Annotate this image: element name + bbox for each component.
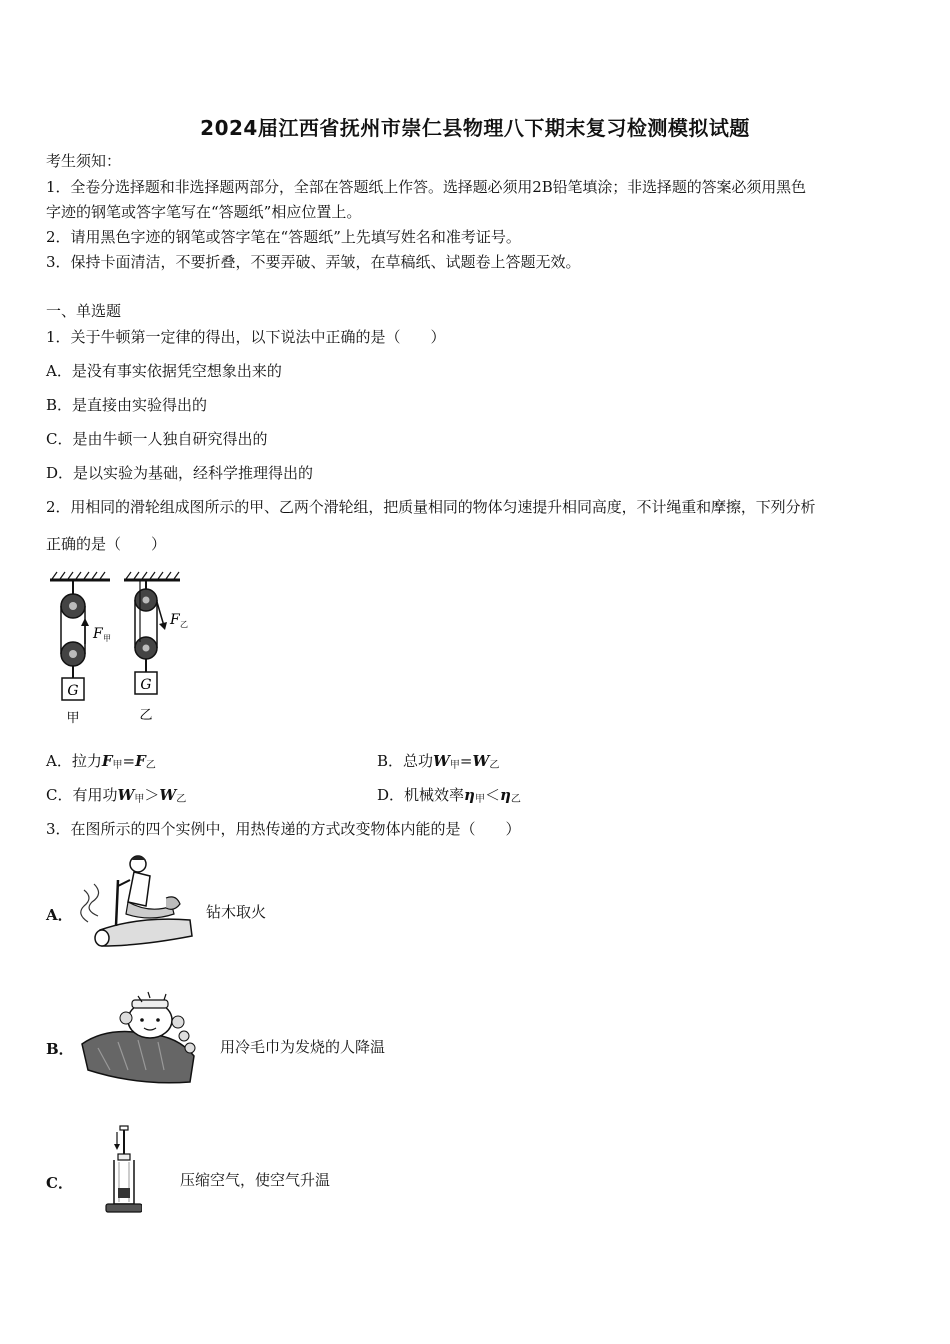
q3-option-a-text: 钻木取火 xyxy=(206,903,267,921)
left-figure-caption: 甲 xyxy=(66,711,80,726)
q2-option-a: A．拉力$F_甲=F_乙$ xyxy=(46,752,156,771)
q1-option-b: B．是直接由实验得出的 xyxy=(46,396,208,414)
q1-stem: 1．关于牛顿第一定律的得出，以下说法中正确的是（ ） xyxy=(46,328,446,346)
q2-stem-line1: 2．用相同的滑轮组成图所示的甲、乙两个滑轮组，把质量相同的物体匀速提升相同高度，不计绳重和摩擦，下列分析 xyxy=(46,498,816,516)
right-force-sub: 乙 xyxy=(180,620,188,629)
right-figure-caption: 乙 xyxy=(139,708,153,723)
q3-option-c-label: C． xyxy=(46,1174,73,1192)
q2-option-c: C．有用功$W_甲>W_乙$ xyxy=(46,786,187,805)
notice-line-2: 字迹的钢笔或答字笔写在“答题纸”相应位置上。 xyxy=(46,203,362,221)
left-force-sub: 甲 xyxy=(103,634,111,643)
notice-line-1: 1．全卷分选择题和非选择题两部分，全部在答题纸上作答。选择题必须用2B铅笔填涂；非选择题的答案必须用黑色 xyxy=(46,178,806,196)
notice-line-3: 2．请用黑色字迹的钢笔或答字笔在“答题纸”上先填写姓名和准考证号。 xyxy=(46,228,521,246)
drill-wood-illustration xyxy=(80,850,200,950)
q2-stem-line2: 正确的是（ ） xyxy=(46,535,167,553)
q1-option-a: A．是没有事实依据凭空想象出来的 xyxy=(46,362,282,380)
section-heading: 一、单选题 xyxy=(46,302,122,320)
air-compression-illustration xyxy=(102,1124,142,1216)
cold-towel-illustration xyxy=(78,990,208,1086)
q1-option-c: C．是由牛顿一人独自研究得出的 xyxy=(46,430,268,448)
q2-option-b: B．总功$W_甲=W_乙$ xyxy=(377,752,500,771)
q1-option-d: D．是以实验为基础，经科学推理得出的 xyxy=(46,464,314,482)
left-force-label: F xyxy=(93,626,103,642)
q3-stem: 3．在图所示的四个实例中，用热传递的方式改变物体内能的是（ ） xyxy=(46,820,521,838)
q2-option-d: D．机械效率$\eta_甲<\eta_乙$ xyxy=(377,786,521,805)
left-weight-label: G xyxy=(67,683,79,699)
q3-option-a-label: A． xyxy=(46,906,73,924)
page-title: 2024届江西省抚州市崇仁县物理八下期末复习检测模拟试题 xyxy=(200,116,750,140)
pulley-figure xyxy=(40,566,200,728)
right-weight-label: G xyxy=(140,677,152,693)
q3-option-c-text: 压缩空气，使空气升温 xyxy=(180,1171,331,1189)
q3-option-b-label: B． xyxy=(46,1040,74,1058)
notice-line-4: 3．保持卡面清洁，不要折叠，不要弄破、弄皱，在草稿纸、试题卷上答题无效。 xyxy=(46,253,581,271)
right-force-label: F xyxy=(170,612,180,628)
q3-option-b-text: 用冷毛巾为发烧的人降温 xyxy=(220,1038,386,1056)
notice-heading: 考生须知： xyxy=(46,152,122,170)
